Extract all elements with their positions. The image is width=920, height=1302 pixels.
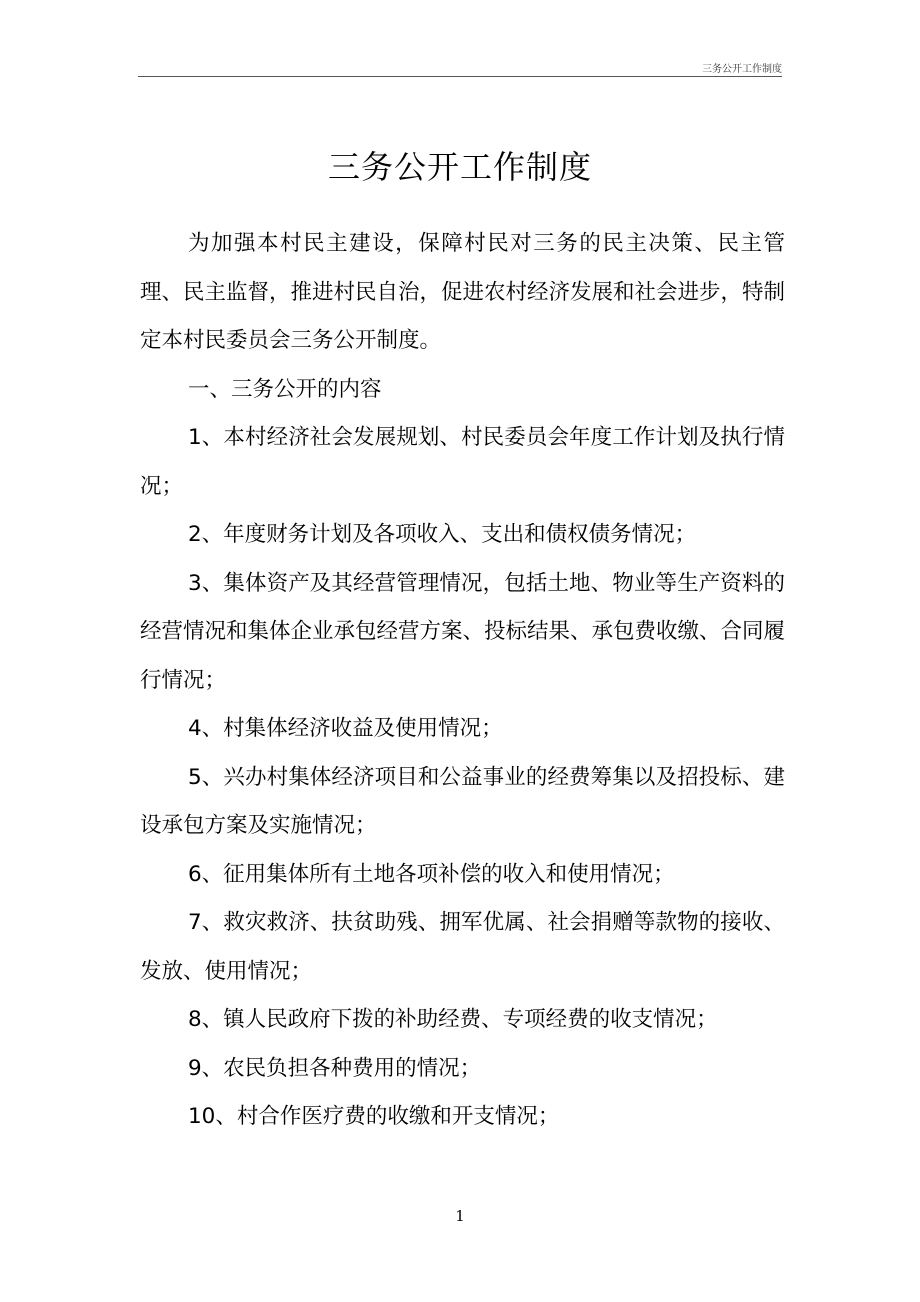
- list-item: 9、农民负担各种费用的情况；: [188, 1055, 482, 1081]
- list-item: 4、村集体经济收益及使用情况；: [188, 716, 503, 741]
- list-item: 2、年度财务计划及各项收入、支出和债权债务情况；: [188, 522, 697, 547]
- document-body: [140, 220, 785, 1142]
- list-item: 8、镇人民政府下拨的补助经费、专项经费的收支情况；: [188, 1007, 718, 1032]
- list-item: 3、集体资产及其经营管理情况，包括土地、物业等生产资料的经营情况和集体企业承包经营方案、投标结果、承包费收缴、合同履行情况；: [140, 570, 786, 693]
- list-item: 6、征用集体所有土地各项补偿的收入和使用情况；: [188, 861, 675, 887]
- list-item: 10、村合作医疗费的收缴和开支情况；: [188, 1104, 560, 1129]
- intro-paragraph: 为加强本村民主建设，保障村民对三务的民主决策、民主管理、民主监督，推进村民自治，促进农村经济发展和社会进步，特制定本村民委员会三务公开制度。: [140, 231, 786, 353]
- section-heading: 一、三务公开的内容: [188, 376, 382, 402]
- header-divider: [138, 76, 782, 77]
- list-item: 1、本村经济社会发展规划、村民委员会年度工作计划及执行情况；: [140, 425, 785, 499]
- list-item: 7、救灾救济、扶贫助残、拥军优属、社会捐赠等款物的接收、发放、使用情况；: [140, 910, 785, 984]
- list-item: 5、兴办村集体经济项目和公益事业的经费筹集以及招投标、建设承包方案及实施情况；: [140, 764, 785, 838]
- document-title: 三务公开工作制度: [327, 148, 592, 186]
- running-header: 三务公开工作制度: [702, 64, 782, 75]
- page-number: 1: [455, 1207, 465, 1225]
